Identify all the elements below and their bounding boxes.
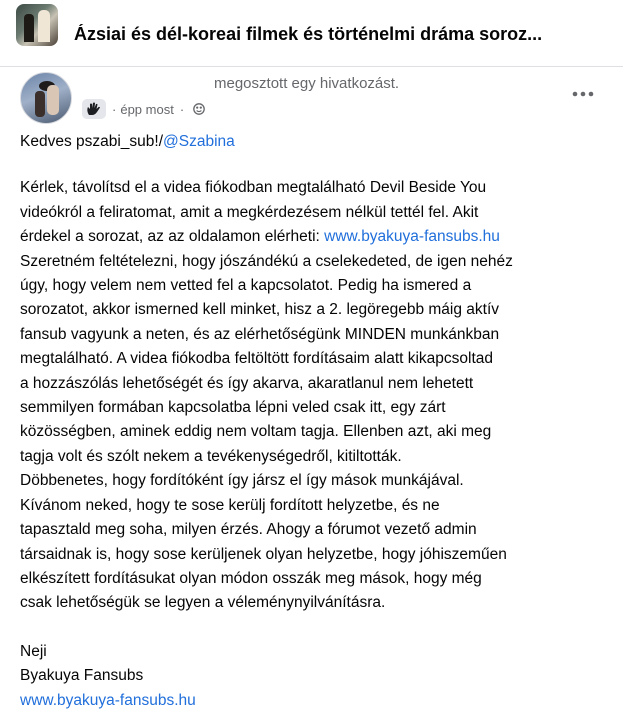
globe-icon[interactable]: [193, 103, 205, 115]
signature-name: Neji: [20, 642, 47, 660]
body-line: megtalálható. A videa fiókodba feltöltött fordításaim alatt kikapcsoltad: [20, 350, 494, 368]
body-line: tagja volt és szólt nekem a tevékenységedről, kitiltották.: [20, 447, 402, 465]
group-title[interactable]: Ázsiai és dél-koreai filmek és történelmi dráma soroz...: [74, 24, 543, 44]
body-line: Döbbenetes, hogy fordítóként így jársz el így mások munkájával.: [20, 472, 464, 490]
greeting-line: [20, 130, 610, 154]
body-line: közösségben, aminek eddig nem voltam tagja. Ellenben azt, aki meg: [20, 423, 492, 441]
signature-group: Byakuya Fansubs: [20, 667, 144, 685]
body-line: [20, 225, 610, 249]
body-line-text: érdekel a sorozat, az az oldalamon elérheti:: [20, 228, 325, 246]
group-header: [0, 0, 623, 67]
body-line: elkészített fordításukat olyan módon osszák meg mások, hogy még: [20, 569, 482, 587]
mention-link[interactable]: @Szabina: [163, 133, 235, 150]
body-line: társaidnak is, hogy sose kerüljenek olyan helyzetbe, hogy jóhiszeműen: [20, 545, 507, 563]
meta-separator: ·: [112, 101, 117, 117]
body-line: fansub vagyunk a neten, és az elérhetőségünk MINDEN munkánkban: [20, 325, 500, 343]
shared-link-text: megosztott egy hivatkozást.: [214, 75, 400, 92]
body-line: tapasztald meg soha, milyen érzés. Ahogy a fórumot vezető admin: [20, 521, 477, 539]
post-body: [20, 130, 610, 713]
body-line: Kívánom neked, hogy te sose kerülj fordított helyzetbe, és ne: [20, 496, 440, 514]
post-meta: [82, 98, 205, 120]
signature-link[interactable]: www.byakuya-fansubs.hu: [20, 691, 196, 709]
body-line: úgy, hogy velem nem vetted fel a kapcsolatot. Pedig ha ismered a: [20, 277, 472, 295]
greeting-text: Kedves pszabi_sub!/: [20, 133, 164, 150]
body-line: a hozzászólás lehetőségét és így akarva, akaratlanul nem lehetett: [20, 374, 474, 392]
post-header: [0, 66, 623, 126]
post-timestamp[interactable]: épp most: [120, 101, 174, 117]
body-line: csak lehetőségük se legyen a véleménynyilvánításra.: [20, 594, 386, 612]
hand-wave-icon[interactable]: [82, 99, 106, 119]
more-horizontal-icon[interactable]: [569, 82, 597, 106]
group-thumbnail[interactable]: [16, 4, 58, 46]
body-line: videókról a feliratomat, amit a megkérdezésem nélkül tettél fel. Akit: [20, 203, 479, 221]
body-line: Kérlek, távolítsd el a videa fiókodban megtalálható Devil Beside You: [20, 179, 487, 197]
meta-separator-2: ·: [179, 101, 185, 117]
avatar[interactable]: [20, 72, 72, 124]
website-link[interactable]: www.byakuya-fansubs.hu: [324, 228, 500, 246]
body-line: semmilyen formában kapcsolatba lépni veled csak itt, egy zárt: [20, 399, 446, 417]
body-line: Szeretném feltételezni, hogy jószándékú a cselekedeted, de igen nehéz: [20, 252, 513, 270]
body-line: sorozatot, akkor ismerned kell minket, hisz a 2. legöregebb máig aktív: [20, 301, 500, 319]
